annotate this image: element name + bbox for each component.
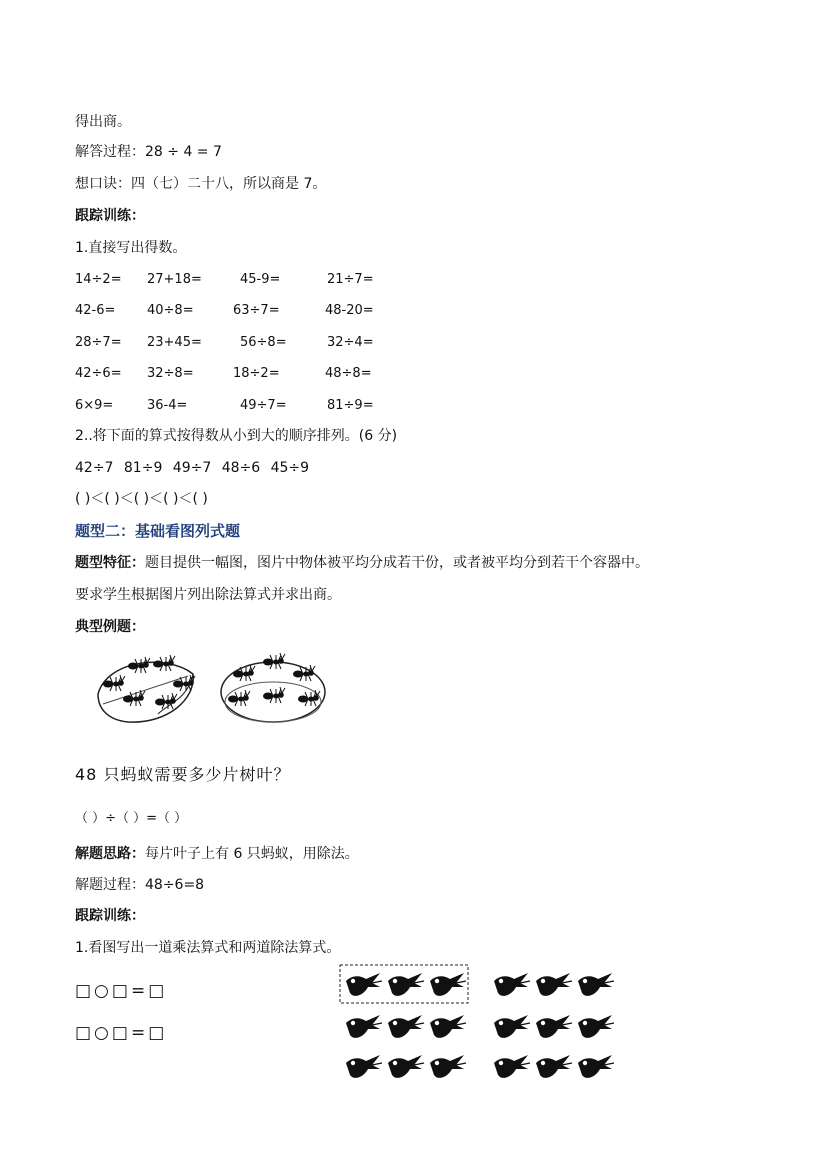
bird-icon (388, 1015, 424, 1038)
exercise-item: 48÷8= (325, 366, 372, 381)
bird-icon (430, 973, 466, 996)
exercise-item: 6×9= (75, 398, 114, 413)
bird-icon (536, 973, 572, 996)
exercise-item: 56÷8= (240, 335, 287, 350)
solution-idea-label: 解题思路： (75, 846, 145, 862)
type-feature-label: 题型特征： (75, 555, 145, 571)
section-heading-practice: 跟踪训练： (75, 208, 145, 224)
bird-icon (578, 1055, 614, 1078)
type-feature-text: 题目提供一幅图，图片中物体被平均分成若干份，或者被平均分到若干个容器中。 (145, 555, 649, 571)
exercise-item: 14÷2= (75, 272, 122, 287)
solution-idea-line (75, 845, 359, 863)
bird-icon (536, 1055, 572, 1078)
mnemonic-line: 想口诀：四（七）二十八，所以商是 7。 (75, 176, 327, 192)
exercise-item: 81÷9= (327, 398, 374, 413)
exercise-item: 45-9= (240, 272, 281, 287)
exercise-item: 21÷7= (327, 272, 374, 287)
bird-icon (536, 1015, 572, 1038)
exercise-item: 48-20= (325, 303, 374, 318)
exercise-item: 28÷7= (75, 335, 122, 350)
solution-idea-text: 每片叶子上有 6 只蚂蚁，用除法。 (145, 846, 359, 862)
exercise-item: 27+18= (147, 272, 202, 287)
practice-question-1: 1.看图写出一道乘法算式和两道除法算式。 (75, 940, 341, 956)
bird-icon (494, 973, 530, 996)
birds-illustration (336, 963, 626, 1093)
type-feature-line (75, 554, 649, 572)
question-2-blanks: ( )＜( )＜( )＜( )＜( ) (75, 491, 208, 507)
section-heading-practice-2: 跟踪训练： (75, 908, 145, 924)
example-answer-blanks: （ ）÷（ ）=（ ） (75, 811, 188, 826)
multiplication-blank: □○□=□ (75, 981, 168, 1001)
exercise-item: 42÷6= (75, 366, 122, 381)
bird-icon (430, 1015, 466, 1038)
question-1-title: 1.直接写出得数。 (75, 240, 187, 256)
bird-icon (494, 1055, 530, 1078)
answer-process: 解答过程：28 ÷ 4 = 7 (75, 144, 222, 160)
bird-icon (430, 1055, 466, 1078)
example-question: 48 只蚂蚁需要多少片树叶？ (75, 765, 291, 784)
bird-icon (578, 1015, 614, 1038)
bird-icon (494, 1015, 530, 1038)
bird-icon (388, 1055, 424, 1078)
ants-on-leaves-illustration (88, 644, 338, 728)
bird-icon (388, 973, 424, 996)
exercise-item: 42-6= (75, 303, 116, 318)
exercise-item: 32÷4= (327, 335, 374, 350)
type-feature-line-2: 要求学生根据图片列出除法算式并求出商。 (75, 587, 341, 603)
exercise-item: 40÷8= (147, 303, 194, 318)
exercise-item: 63÷7= (233, 303, 280, 318)
bird-icon (346, 1015, 382, 1038)
question-2-expressions: 42÷7 81÷9 49÷7 48÷6 45÷9 (75, 460, 310, 476)
exercise-item: 23+45= (147, 335, 202, 350)
bird-icon (578, 973, 614, 996)
question-2-title: 2..将下面的算式按得数从小到大的顺序排列。(6 分) (75, 428, 398, 444)
division-blank: □○□=□ (75, 1023, 168, 1043)
exercise-item: 36-4= (147, 398, 188, 413)
exercise-item: 18÷2= (233, 366, 280, 381)
exercise-item: 32÷8= (147, 366, 194, 381)
solution-process: 解题过程：48÷6=8 (75, 877, 205, 893)
section-heading-type-2: 题型二：基础看图列式题 (75, 522, 241, 540)
exercise-item: 49÷7= (240, 398, 287, 413)
typical-example-heading: 典型例题： (75, 619, 145, 635)
bird-icon (346, 973, 382, 996)
text-line-1: 得出商。 (75, 114, 131, 130)
bird-icon (346, 1055, 382, 1078)
